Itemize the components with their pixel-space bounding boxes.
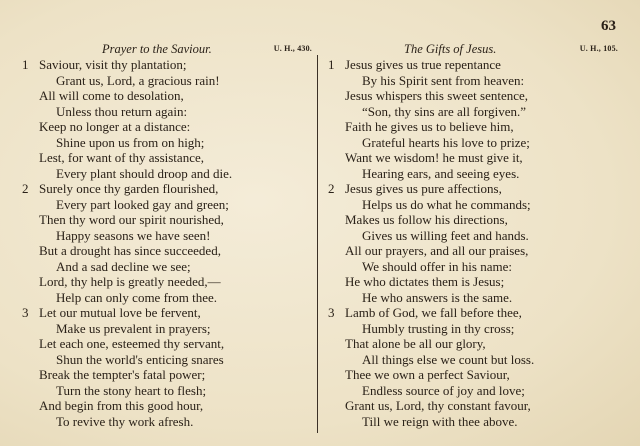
hymn-header <box>22 40 312 57</box>
verse-text: All our prayers, and all our praises, <box>345 243 529 258</box>
verse-line <box>328 414 618 430</box>
verse-line <box>328 212 618 228</box>
verse-line <box>22 197 312 213</box>
stanza-number: 3 <box>22 305 29 320</box>
stanza <box>22 305 312 429</box>
verse-line <box>328 398 618 414</box>
verse-line <box>328 197 618 213</box>
verse-text: Grant us, Lord, a gracious rain! <box>56 72 220 88</box>
verse-text: Break the tempter's fatal power; <box>39 367 206 382</box>
verse-text: Humbly trusting in thy cross; <box>362 320 515 336</box>
verse-text: Gives us willing feet and hands. <box>362 227 529 243</box>
verse-text: Want we wisdom! he must give it, <box>345 150 523 165</box>
verse-text: Help can only come from thee. <box>56 289 217 305</box>
verse-text: Lord, thy help is greatly needed,— <box>39 274 221 289</box>
verse-line <box>22 414 312 430</box>
stanza-list <box>22 57 312 429</box>
stanza-number: 3 <box>328 305 335 320</box>
hymn-reference: U. H., 105. <box>579 44 618 53</box>
verse-line <box>22 383 312 399</box>
verse-text: And begin from this good hour, <box>39 398 204 413</box>
verse-line <box>22 336 312 352</box>
verse-line <box>22 57 312 73</box>
verse-text: Helps us do what he commands; <box>362 196 531 212</box>
verse-text: Let each one, esteemed thy servant, <box>39 336 225 351</box>
verse-line <box>22 88 312 104</box>
verse-line <box>22 398 312 414</box>
verse-text: Every part looked gay and green; <box>56 196 229 212</box>
verse-line <box>22 212 312 228</box>
verse-text: We should offer in his name: <box>362 258 512 274</box>
verse-line <box>328 135 618 151</box>
verse-text: Shun the world's enticing snares <box>56 351 224 367</box>
verse-text: “Son, thy sins are all forgiven.” <box>362 103 527 119</box>
verse-text: Shine upon us from on high; <box>56 134 205 150</box>
stanza-list <box>328 57 618 429</box>
hymn-column-left <box>22 40 312 429</box>
verse-text: Lamb of God, we fall before thee, <box>345 305 522 320</box>
verse-line <box>22 259 312 275</box>
hymn-title: The Gifts of Jesus. <box>404 42 497 56</box>
stanza <box>328 305 618 429</box>
verse-line <box>328 73 618 89</box>
verse-text: Keep no longer at a distance: <box>39 119 191 134</box>
stanza-number: 2 <box>328 181 335 196</box>
verse-line <box>22 73 312 89</box>
verse-line <box>22 367 312 383</box>
verse-text: Makes us follow his directions, <box>345 212 508 227</box>
verse-text: That alone be all our glory, <box>345 336 486 351</box>
page-number: 63 <box>601 18 616 34</box>
verse-text: By his Spirit sent from heaven: <box>362 72 525 88</box>
stanza <box>328 57 618 181</box>
column-divider <box>317 55 318 433</box>
stanza <box>22 181 312 305</box>
stanza-number: 1 <box>328 57 335 72</box>
verse-text: Jesus whispers this sweet sentence, <box>345 88 529 103</box>
verse-line <box>328 367 618 383</box>
stanza-number: 1 <box>22 57 29 72</box>
verse-text: And a sad decline we see; <box>56 258 191 274</box>
verse-text: All things else we count but loss. <box>362 351 535 367</box>
verse-line <box>22 228 312 244</box>
hymn-title: Prayer to the Saviour. <box>102 42 212 56</box>
verse-line <box>328 352 618 368</box>
verse-line <box>328 321 618 337</box>
verse-line <box>328 259 618 275</box>
verse-text: Hearing ears, and seeing eyes. <box>362 165 520 181</box>
verse-text: Unless thou return again: <box>56 103 188 119</box>
verse-text: He who answers is the same. <box>362 289 513 305</box>
verse-text: Till we reign with thee above. <box>362 413 518 429</box>
verse-text: He who dictates them is Jesus; <box>345 274 505 289</box>
verse-text: But a drought has since succeeded, <box>39 243 221 258</box>
verse-text: Jesus gives us pure affections, <box>345 181 502 196</box>
verse-text: Endless source of joy and love; <box>362 382 525 398</box>
verse-line <box>328 290 618 306</box>
verse-text: Thee we own a perfect Saviour, <box>345 367 510 382</box>
verse-text: Make us prevalent in prayers; <box>56 320 211 336</box>
verse-text: Happy seasons we have seen! <box>56 227 211 243</box>
verse-text: Saviour, visit thy plantation; <box>39 57 187 72</box>
hymn-reference: U. H., 430. <box>273 44 312 53</box>
verse-text: Then thy word our spirit nourished, <box>39 212 224 227</box>
verse-line <box>328 150 618 166</box>
verse-line <box>22 274 312 290</box>
verse-text: Turn the stony heart to flesh; <box>56 382 207 398</box>
verse-line <box>22 243 312 259</box>
verse-line <box>328 166 618 182</box>
hymn-header <box>328 40 618 57</box>
verse-text: Lest, for want of thy assistance, <box>39 150 204 165</box>
stanza <box>22 57 312 181</box>
verse-line <box>328 181 618 197</box>
verse-line <box>22 352 312 368</box>
verse-line <box>22 119 312 135</box>
verse-line <box>328 243 618 259</box>
verse-line <box>328 57 618 73</box>
verse-line <box>328 119 618 135</box>
verse-text: All will come to desolation, <box>39 88 184 103</box>
verse-text: Grateful hearts his love to prize; <box>362 134 530 150</box>
verse-text: Surely once thy garden flourished, <box>39 181 219 196</box>
verse-text: Grant us, Lord, thy constant favour, <box>345 398 531 413</box>
verse-line <box>328 104 618 120</box>
verse-line <box>22 135 312 151</box>
stanza <box>328 181 618 305</box>
verse-text: Faith he gives us to believe him, <box>345 119 514 134</box>
verse-line <box>22 181 312 197</box>
verse-text: Every plant should droop and die. <box>56 165 233 181</box>
verse-text: To revive thy work afresh. <box>56 413 194 429</box>
verse-line <box>328 274 618 290</box>
verse-line <box>22 290 312 306</box>
stanza-number: 2 <box>22 181 29 196</box>
verse-line <box>22 166 312 182</box>
verse-line <box>328 88 618 104</box>
verse-line <box>328 383 618 399</box>
verse-line <box>328 228 618 244</box>
hymn-column-right <box>328 40 618 429</box>
verse-text: Jesus gives us true repentance <box>345 57 501 72</box>
verse-line <box>22 150 312 166</box>
verse-line <box>328 305 618 321</box>
verse-text: Let our mutual love be fervent, <box>39 305 201 320</box>
verse-line <box>22 104 312 120</box>
verse-line <box>22 305 312 321</box>
verse-line <box>22 321 312 337</box>
verse-line <box>328 336 618 352</box>
